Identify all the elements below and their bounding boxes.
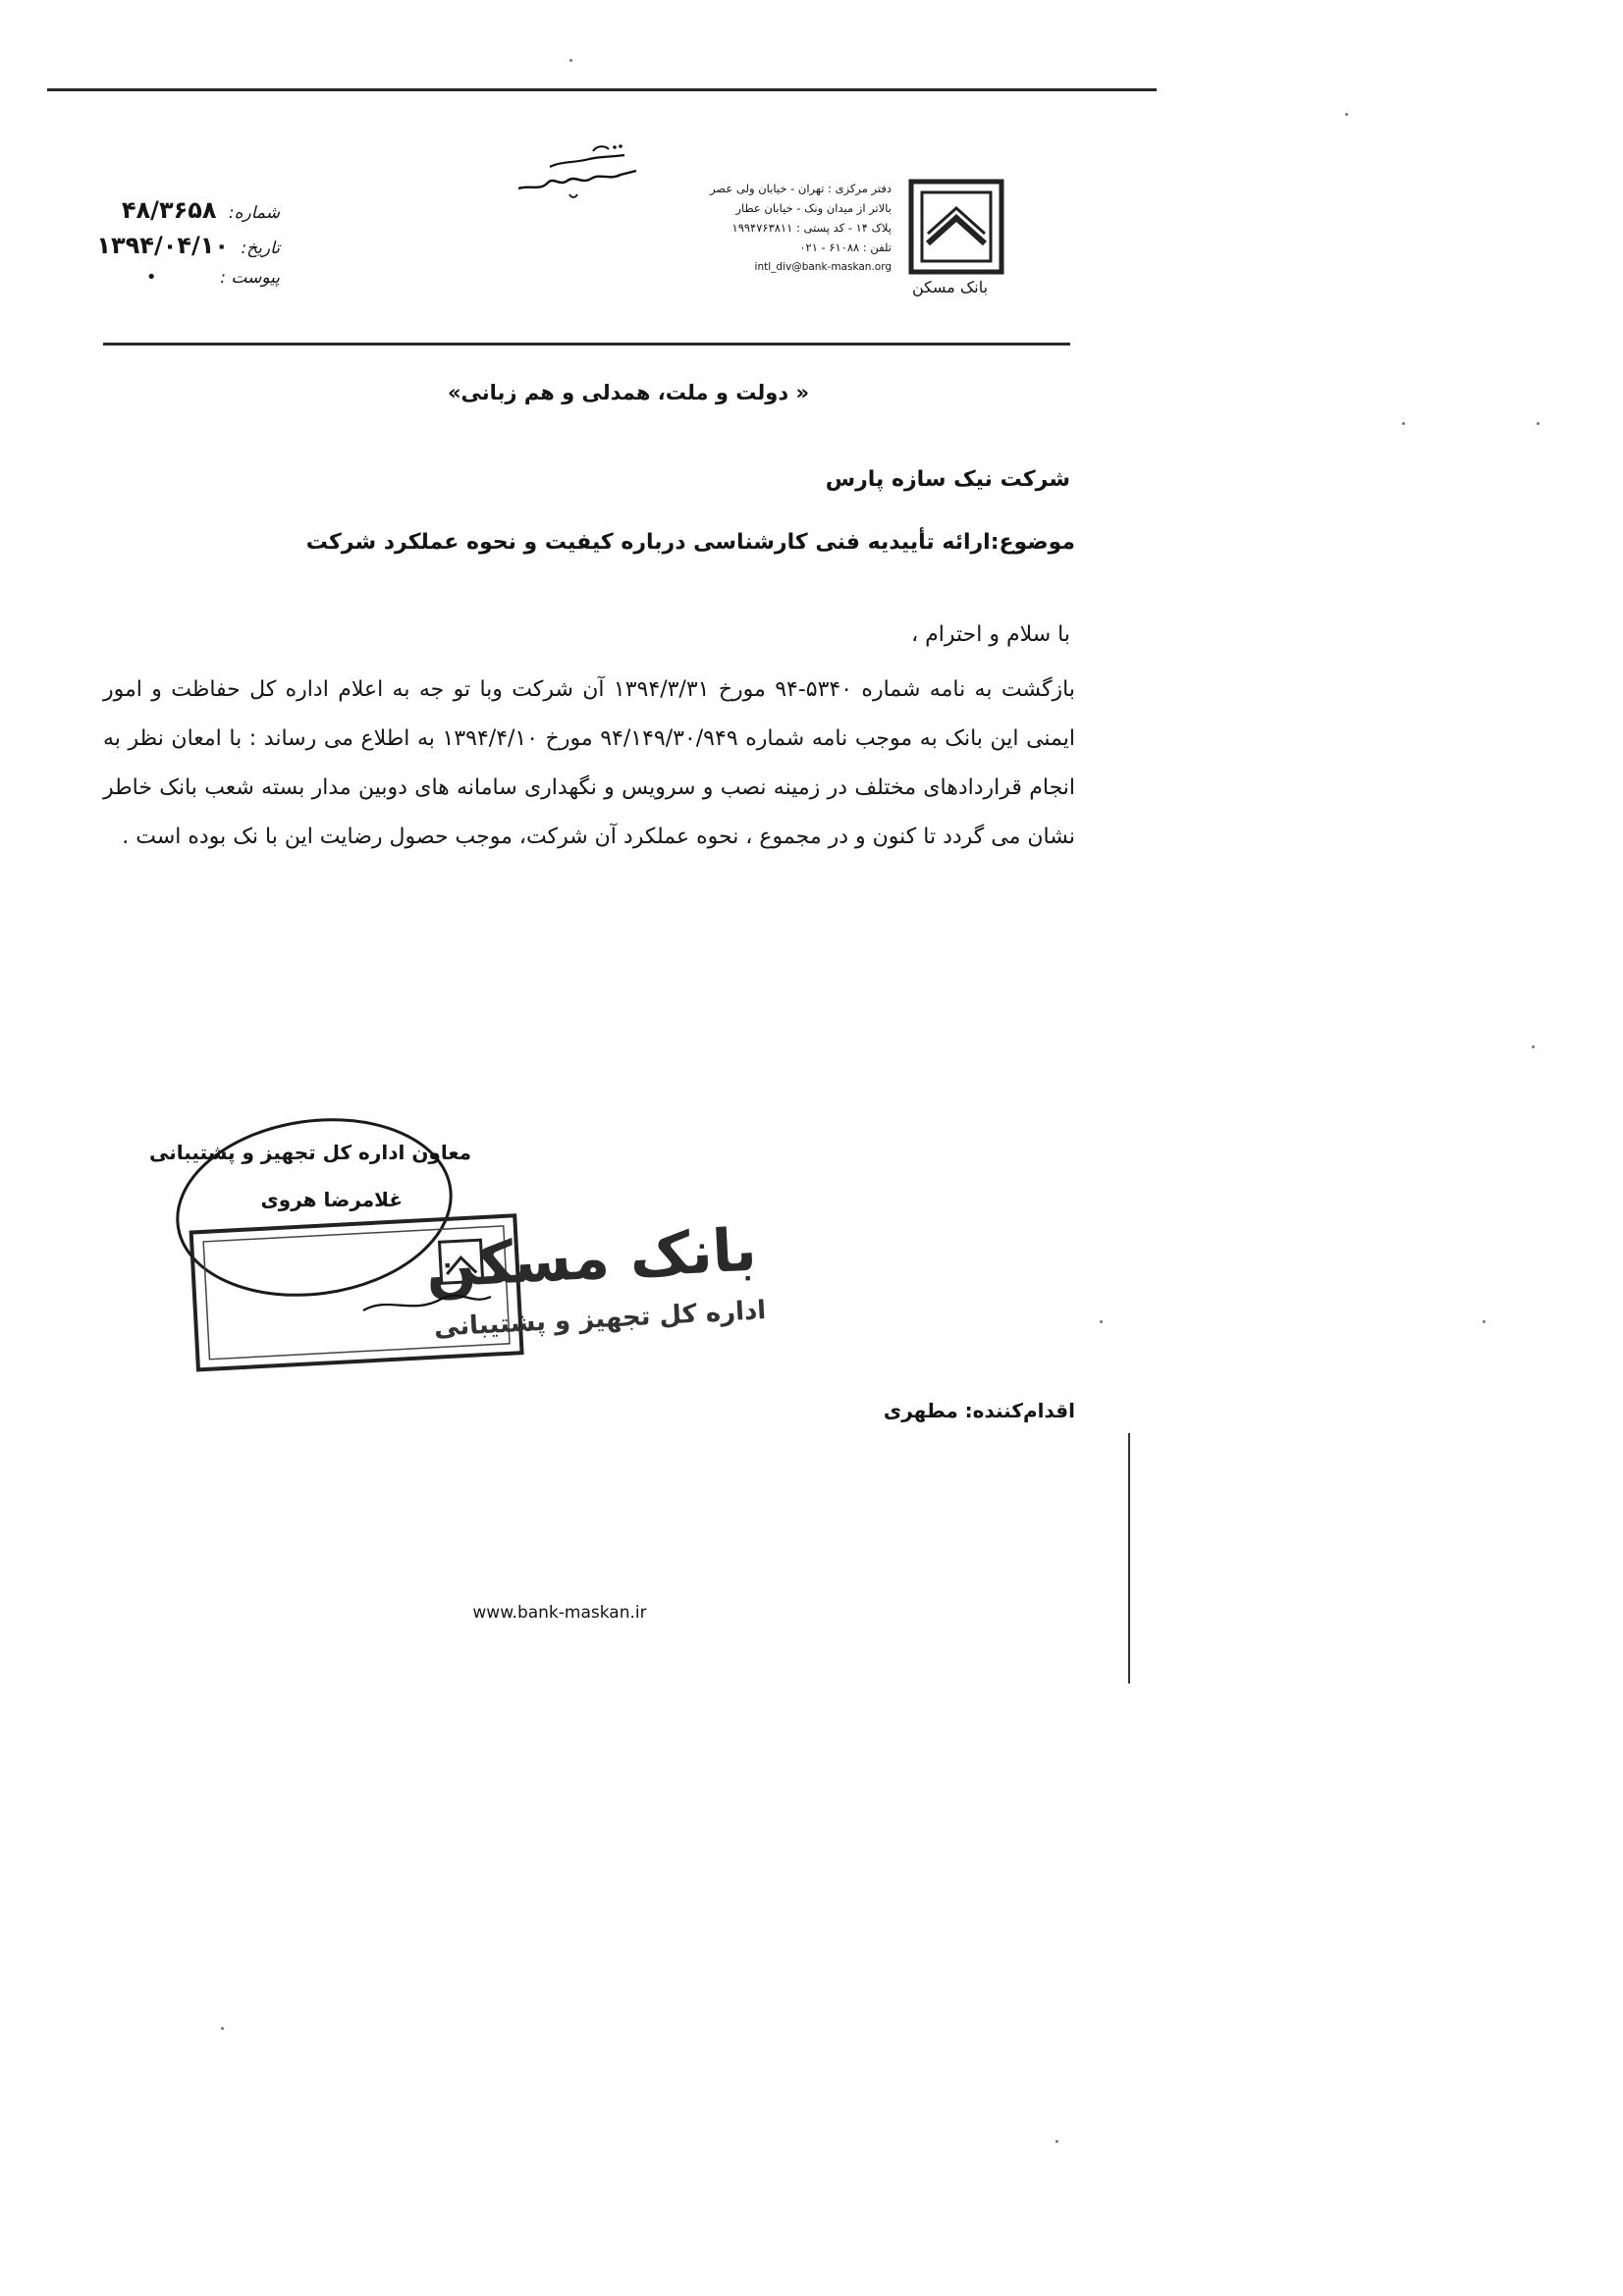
top-divider (47, 88, 1157, 91)
letter-reference (98, 196, 280, 302)
date-row (98, 232, 280, 267)
slogan: « دولت و ملت، همدلی و هم زبانی» (447, 381, 810, 404)
bank-logo-icon (908, 179, 1004, 275)
recipient: شرکت نیک سازه پارس (825, 467, 1070, 492)
scan-speck (569, 59, 572, 62)
scan-speck (221, 2027, 224, 2030)
header-divider (103, 343, 1070, 346)
stamp-subtext: اداره کل تجهیز و پشتیبانی (433, 1296, 767, 1343)
letter-date: ۱۳۹۴/۰۴/۱۰ (96, 232, 230, 259)
scan-speck (1483, 1320, 1486, 1323)
scan-speck (1532, 1045, 1535, 1048)
bank-name: بانک مسکن (911, 278, 989, 296)
date-label: تاریخ: (241, 239, 280, 258)
address-line: پلاک ۱۴ - کد پستی : ۱۹۹۴۷۶۳۸۱۱ (731, 221, 892, 235)
ref-number-label: شماره: (228, 203, 280, 223)
scan-speck (1055, 2140, 1058, 2143)
scan-speck (1100, 1320, 1103, 1323)
address-line: دفتر مرکزی : تهران - خیابان ولی عصر (710, 182, 892, 195)
scan-speck (1345, 113, 1348, 116)
prepared-by: اقدام‌کننده: مطهری (883, 1399, 1075, 1422)
scan-speck (1537, 422, 1540, 425)
bank-email: intl_div@bank-maskan.org (754, 261, 892, 273)
attachment-value: • (145, 267, 157, 288)
address-line: تلفن : ۶۱۰۸۸ - ۰۲۱ (799, 240, 892, 254)
ref-number: ۴۸/۳۶۵۸ (121, 196, 217, 224)
stamp-text: بانک مسکن (424, 1215, 759, 1303)
letter-body: بازگشت به نامه شماره ۵۳۴۰-۹۴ مورخ ۱۳۹۴/۳/۳۱ آن شرکت وبا تو جه به اعلام اداره کل حفاظت و امور ایمنی این بانک به موجب نامه شماره ۹۴/۱۴۹/۳۰/۹۴۹ مورخ ۱۳۹۴/۴/۱۰ به اطلاع می رساند : با امعان نظر به انجام قراردادهای مختلف در زمینه نصب و سرویس و نگهداری سامانه های دوبین مدار بسته شعب بانک خاطر نشان می گردد تا کنون و در مجموع ، نحوه عملکرد آن شرکت، موجب حصول رضایت این با نک بوده است . (103, 677, 1076, 849)
scan-speck (1402, 422, 1405, 425)
address-line: بالاتر از میدان ونک - خیابان عطار (735, 201, 892, 215)
bismillah-handwriting (511, 137, 648, 206)
attachment-label: پیوست : (220, 268, 280, 288)
bank-address (687, 179, 892, 277)
ref-number-row (98, 196, 280, 232)
greeting: با سلام و احترام ، (911, 622, 1070, 647)
signatory-title: معاون اداره کل تجهیز و پشتیبانی (148, 1141, 471, 1164)
footer-website: www.bank-maskan.ir (472, 1603, 647, 1623)
signatory-name: غلامرضا هروی (260, 1188, 403, 1211)
margin-rule (1128, 1433, 1130, 1683)
subject-line: موضوع:ارائه تأییدیه فنی کارشناسی درباره کیفیت و نحوه عملکرد شرکت (305, 530, 1075, 555)
attachment-row (98, 267, 280, 302)
